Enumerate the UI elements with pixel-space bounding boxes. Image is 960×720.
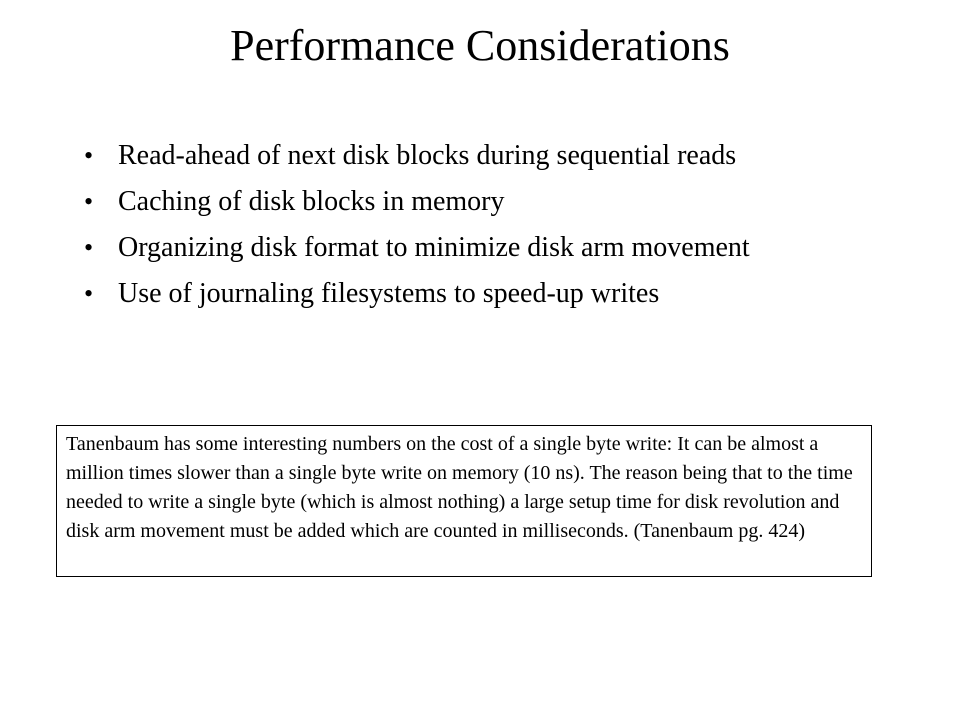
bullet-icon: •: [84, 279, 94, 308]
slide-title: Performance Considerations: [230, 21, 730, 70]
bullet-icon: •: [84, 233, 94, 262]
bullet-item: [84, 179, 944, 225]
bullet-item: [84, 225, 944, 271]
bullet-icon: •: [84, 187, 94, 216]
bullet-text: Read-ahead of next disk blocks during sequential reads: [118, 140, 737, 171]
note-box: Tanenbaum has some interesting numbers on the cost of a single byte write: It can be almost a million times slower than a single byte write on memory (10 ns). The reason being that to the time needed to write a single byte (which is almost nothing) a large setup time for disk revolution and disk arm movement must be added which are counted in milliseconds. (Tanenbaum pg. 424): [56, 425, 872, 577]
bullet-text: Organizing disk format to minimize disk arm movement: [118, 232, 750, 263]
bullet-icon: •: [84, 141, 94, 170]
bullet-text: Use of journaling filesystems to speed-up writes: [118, 278, 660, 309]
bullet-item: [84, 133, 944, 179]
bullet-item: [84, 271, 944, 317]
bullet-text: Caching of disk blocks in memory: [118, 186, 505, 217]
bullet-list: [84, 133, 944, 317]
